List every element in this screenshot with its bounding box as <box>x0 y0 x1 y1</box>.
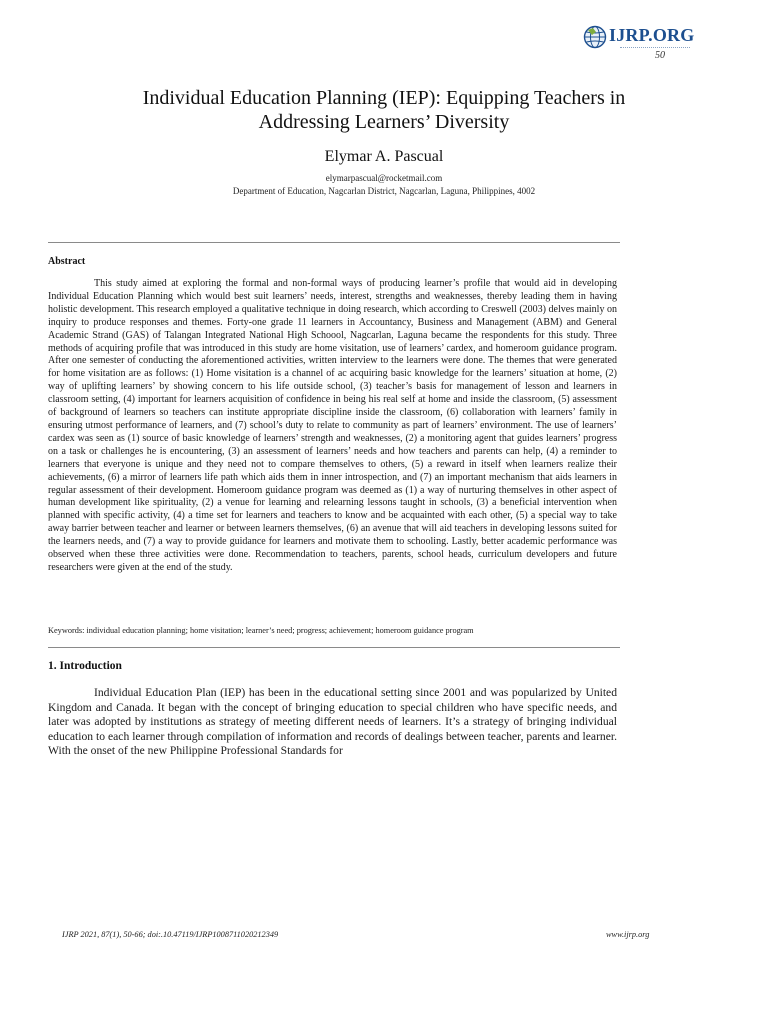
title-line-2: Addressing Learners’ Diversity <box>258 111 510 133</box>
divider-top <box>48 242 620 243</box>
author-name: Elymar A. Pascual <box>324 148 444 165</box>
keywords: Keywords: individual education planning; home visitation; learner’s need; progress; achievement; homeroom guidance program <box>48 626 474 635</box>
footer-citation: IJRP 2021, 87(1), 50-66; doi:.10.47119/IJRP1008711020212349 <box>62 930 279 939</box>
globe-icon <box>583 25 607 49</box>
author-affiliation: Department of Education, Nagcarlan District, Nagcarlan, Laguna, Philippines, 4002 <box>232 186 536 196</box>
paper-title <box>40 86 728 134</box>
abstract-heading: Abstract <box>48 256 86 267</box>
introduction-body: Individual Education Plan (IEP) has been in the educational setting since 2001 and was popularized by United Kingdom and Canada. It began with the concept of bringing education to special children who have specific needs, and later was adopted by institutions as strategy of meeting different needs of learners. It’s a strategy of bringing individual education to each learner through compilation of information and records of dealings between teacher, parents and learner. With the onset of the new Philippine Professional Standards for <box>48 686 617 758</box>
page-number: 50 <box>655 50 665 61</box>
title-line-1: Individual Education Planning (IEP): Equipping Teachers in <box>142 87 626 109</box>
logo-text: IJRP.ORG <box>609 25 695 45</box>
journal-logo <box>583 24 693 56</box>
abstract-body: This study aimed at exploring the formal and non-formal ways of producing learner’s profile that would aid in developing Individual Education Planning which would best suit learners’ needs, interest, strengths and weaknesses, thereby leading them in having holistic development. This research employed a qualitative technique in doing research, which according to Creswell (2003) delves mainly on inquiry to produce responses and themes. Forty-one grade 11 learners in Accountancy, Business and Management (ABM) and General Academic Strand (GAS) of Talangan Integrated National High Schoool, Nagcarlan, Laguna became the respondents for this study. Three methods of acquiring profile that was introduced in this study are home visitation, use of learners’ cardex, and homeroom guidance program. After one semester of conducting the aforementioned activities, written interview to the learners were done. The themes that were generated for home visitation are as follows: (1) Home visitation is a channel of ac acquiring basic knowledge for the learners’ situation at home, (2) way of uplifting learners’ by showing concern to his life outside school, (3) teacher’s basis for management of lesson and learners in classroom setting, (4) important for learners acquisition of confidence in being his real self at home and inside the classroom, (5) assessment of background of learners so teachers can institute appropriate discipline inside the classroom, (6) collaboration with learners’ family in ensuring utmost performance of learners, and (7) school’s duty to relate to community as part of learners’ environment. The use of learners’ cardex was seen as (1) source of basic knowledge of learners’ strength and weaknesses, (2) a monitoring agent that guides learners’ progress on a task or challenges he is encountering, (3) an assessment of learners’ needs and how teachers and parents can help, (4) a reminder to learners that everyone is unique and they need not to compare themselves to others, (5) a reward in itself when learners realize their achievements, (6) a mirror of learners life path which aids them in inner introspection, and (7) an important mechanism that aids learners in regular assessment of their development. Homeroom guidance program was deemed as (1) a way of nurturing themselves in other aspect of human development like spirituality, (2) a venue for learning and relearning lessons taught in schools, (3) a beneficial intervention when planned with specific activity, (4) a time set for learners and teachers to know and be acquainted with each other, (5) a special way to take away barrier between teacher and learner or between learners themselves, (6) an avenue that will aid teachers in developing lessons suited for the learners needs, and (7) a way to provide guidance for learners and motivate them to schooling. Lastly, better academic performance was observed when these three activities were done. Recommendation to teachers, parents, school heads, curriculum developers and future researchers were given at the end of the study. <box>48 278 617 573</box>
author-email: elymarpascual@rocketmail.com <box>325 173 443 183</box>
introduction-heading: 1. Introduction <box>48 660 122 672</box>
footer-website-link[interactable]: www.ijrp.org <box>606 930 650 939</box>
divider-bottom <box>48 647 620 648</box>
